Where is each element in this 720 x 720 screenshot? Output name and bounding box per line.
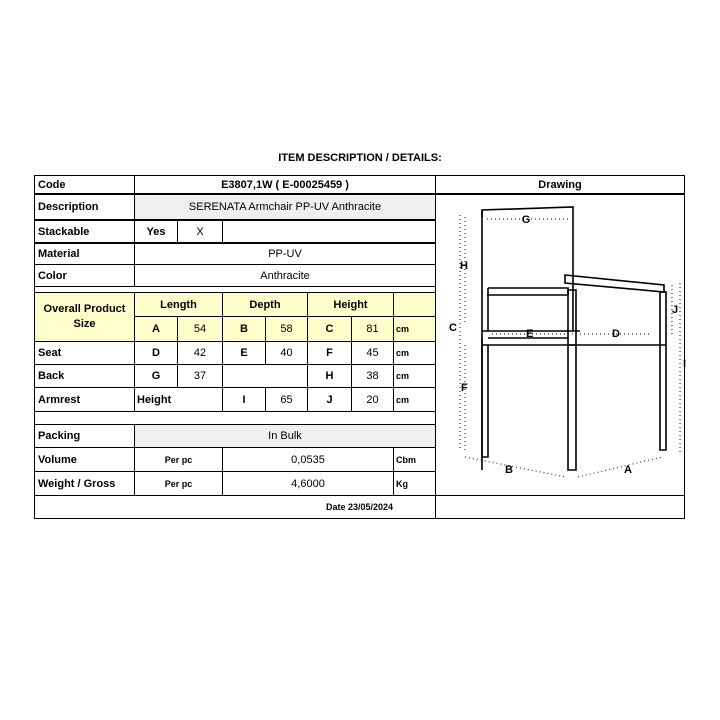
code-value: E3807,1W ( E-00025459 ) [134, 175, 436, 194]
material-value: PP-UV [134, 243, 436, 265]
seat-unit: cm [393, 341, 436, 365]
armrest-label: Armrest [34, 387, 135, 412]
dim-e-value: 40 [265, 341, 308, 365]
material-label: Material [34, 243, 135, 265]
stackable-yes: Yes [134, 220, 178, 243]
dim-f-key: F [307, 341, 352, 365]
weight-per: Per pc [134, 471, 223, 496]
back-unit: cm [393, 364, 436, 388]
code-label: Code [34, 175, 135, 194]
page-title: ITEM DESCRIPTION / DETAILS: [278, 152, 442, 164]
weight-label: Weight / Gross [34, 471, 135, 496]
overall-unit: cm [393, 316, 436, 342]
dim-f-value: 45 [351, 341, 394, 365]
dim-h-key: H [307, 364, 352, 388]
armrest-unit: cm [393, 387, 436, 412]
dim-g-key: G [134, 364, 178, 388]
volume-value: 0,0535 [222, 447, 394, 472]
dim-j-value: 20 [351, 387, 394, 412]
armrest-height-label: Height [134, 387, 223, 412]
unit-header [393, 292, 436, 317]
packing-value: In Bulk [134, 424, 436, 448]
weight-value: 4,6000 [222, 471, 394, 496]
depth-header: Depth [222, 292, 308, 317]
dim-g-value: 37 [177, 364, 223, 388]
drawing-letter-b: B [505, 464, 513, 476]
drawing-letter-f: F [461, 382, 468, 394]
weight-unit: Kg [393, 471, 436, 496]
seat-label: Seat [34, 341, 135, 365]
dim-b-value: 58 [265, 316, 308, 342]
volume-per: Per pc [134, 447, 223, 472]
dim-a-key: A [134, 316, 178, 342]
dim-c-key: C [307, 316, 352, 342]
stackable-empty [222, 220, 436, 243]
dim-c-value: 81 [351, 316, 394, 342]
dim-i-key: I [222, 387, 266, 412]
height-header: Height [307, 292, 394, 317]
description-value: SERENATA Armchair PP-UV Anthracite [134, 194, 436, 220]
drawing-letter-j: J [672, 304, 679, 316]
packing-label: Packing [34, 424, 135, 448]
dim-i-value: 65 [265, 387, 308, 412]
dim-e-key: E [222, 341, 266, 365]
volume-label: Volume [34, 447, 135, 472]
dim-a-value: 54 [177, 316, 223, 342]
dim-b-key: B [222, 316, 266, 342]
color-label: Color [34, 264, 135, 287]
stackable-label: Stackable [34, 220, 135, 243]
length-header: Length [134, 292, 223, 317]
back-empty [222, 364, 308, 388]
description-label: Description [34, 194, 135, 220]
drawing-letter-g: G [521, 214, 531, 226]
drawing-letter-c: C [449, 322, 457, 334]
stackable-mark: X [177, 220, 223, 243]
date-footer: Date 23/05/2024 [34, 495, 685, 519]
dim-j-key: J [307, 387, 352, 412]
drawing-label: Drawing [435, 175, 685, 194]
color-value: Anthracite [134, 264, 436, 287]
overall-size-label: Overall Product Size [34, 292, 135, 342]
dim-h-value: 38 [351, 364, 394, 388]
back-label: Back [34, 364, 135, 388]
dim-d-key: D [134, 341, 178, 365]
drawing-letter-a: A [624, 464, 632, 476]
armchair-drawing [440, 195, 685, 495]
drawing-letter-h: H [460, 260, 468, 272]
drawing-letter-i: I [683, 358, 687, 370]
dim-d-value: 42 [177, 341, 223, 365]
drawing-letter-d: D [612, 328, 620, 340]
drawing-letter-e: E [526, 328, 534, 340]
volume-unit: Cbm [393, 447, 436, 472]
